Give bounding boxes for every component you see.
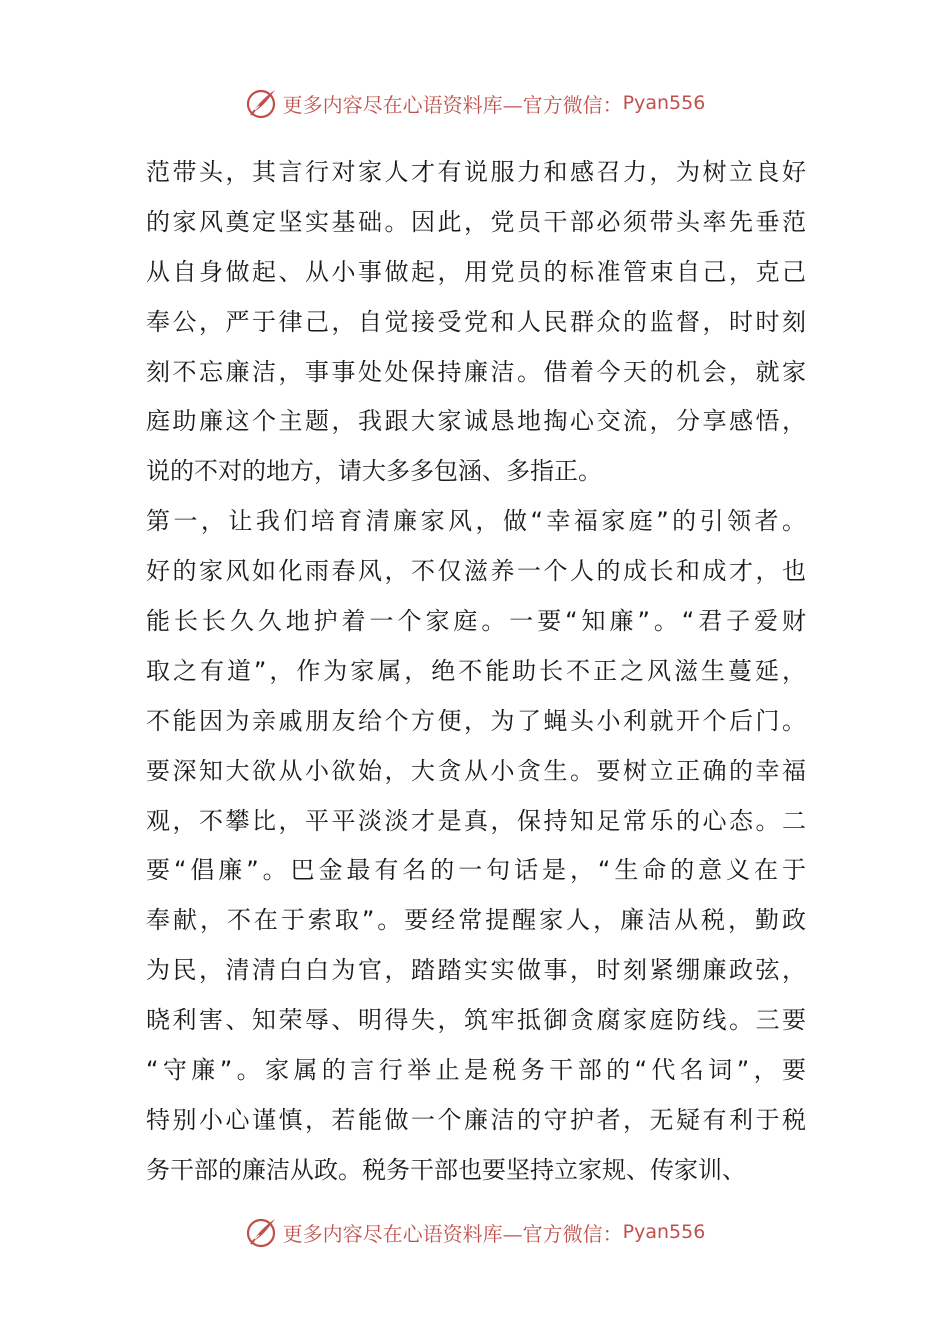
text-line: 观，不攀比，平平淡淡才是真，保持知足常乐的心态。二 <box>146 806 806 835</box>
header-banner <box>0 83 950 123</box>
text-line: “守廉”。家属的言行举止是税务干部的“代名词”，要 <box>146 1056 806 1085</box>
text-line: 奉献，不在于索取”。要经常提醒家人，廉洁从税，勤政 <box>146 906 806 935</box>
text-line: 的家风奠定坚实基础。因此，党员干部必须带头率先垂范 <box>146 207 806 236</box>
text-line: 奉公，严于律己，自觉接受党和人民群众的监督，时时刻 <box>146 307 806 336</box>
text-line: 不能因为亲戚朋友给个方便，为了蝇头小利就开个后门。 <box>146 706 806 735</box>
text-line: 取之有道”，作为家属，绝不能助长不正之风滋生蔓延， <box>146 656 806 685</box>
text-line: 庭助廉这个主题，我跟大家诚恳地掏心交流，分享感悟， <box>146 407 806 436</box>
text-line: 要“倡廉”。巴金最有名的一句话是，“生命的意义在于 <box>146 856 806 885</box>
text-line: 能长长久久地护着一个家庭。一要“知廉”。“君子爱财 <box>146 607 806 636</box>
text-line: 要深知大欲从小欲始，大贪从小贪生。要树立正确的幸福 <box>146 756 806 785</box>
document-body <box>146 148 806 1196</box>
footer-banner <box>0 1212 950 1252</box>
banner-text: 更多内容尽在心语资料库—官方微信： <box>282 92 623 117</box>
text-line: 范带头，其言行对家人才有说服力和感召力，为树立良好 <box>146 158 806 186</box>
text-line: 务干部的廉洁从政。税务干部也要坚持立家规、传家训、 <box>146 1155 746 1184</box>
text-line: 好的家风如化雨春风，不仅滋养一个人的成长和成才，也 <box>146 557 806 586</box>
quill-pen-logo-icon <box>245 86 279 120</box>
text-line: 第一，让我们培育清廉家风，做“幸福家庭”的引领者。 <box>146 507 806 536</box>
text-line: 晓利害、知荣辱、明得失，筑牢抵御贪腐家庭防线。三要 <box>146 1006 806 1035</box>
text-line: 刻不忘廉洁，事事处处保持廉洁。借着今天的机会，就家 <box>146 357 806 386</box>
wechat-id: Pyan556 <box>622 92 706 114</box>
text-line: 说的不对的地方，请大多多包涵、多指正。 <box>146 457 602 486</box>
text-line: 从自身做起、从小事做起，用党员的标准管束自己，克己 <box>146 257 806 286</box>
wechat-id: Pyan556 <box>622 1221 706 1243</box>
quill-pen-logo-icon <box>245 1215 279 1249</box>
text-line: 特别小心谨慎，若能做一个廉洁的守护者，无疑有利于税 <box>146 1105 806 1134</box>
banner-text: 更多内容尽在心语资料库—官方微信： <box>282 1221 623 1246</box>
text-line: 为民，清清白白为官，踏踏实实做事，时刻紧绷廉政弦， <box>146 956 806 985</box>
